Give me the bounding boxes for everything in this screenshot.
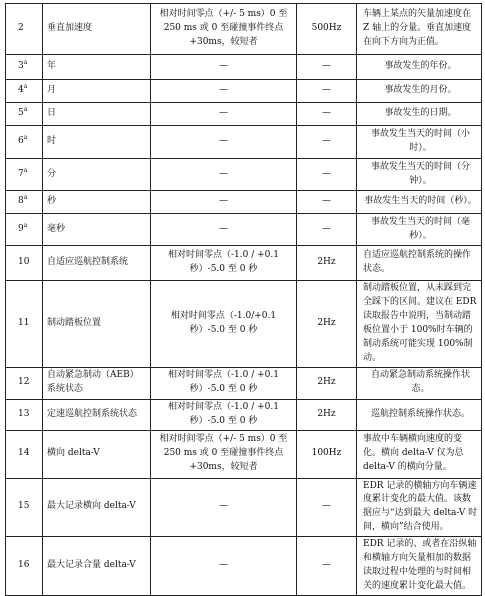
table-row xyxy=(6,399,482,430)
recording-range: 相对时间零点（-1.0 / +0.1 秒）-5.0 至 0 秒 xyxy=(151,246,297,281)
table-row xyxy=(6,537,482,596)
item-number-text: 16 xyxy=(18,560,30,571)
table-row xyxy=(6,478,482,537)
sampling-frequency: — xyxy=(297,159,357,191)
item-number xyxy=(6,281,43,368)
recording-range: — xyxy=(151,214,297,246)
item-number-text: 13 xyxy=(18,408,30,419)
sampling-frequency: 2Hz xyxy=(297,367,357,399)
sampling-frequency: — xyxy=(297,80,357,103)
table-row xyxy=(6,191,482,214)
sampling-frequency: — xyxy=(297,126,357,159)
sampling-frequency: — xyxy=(297,214,357,246)
table-row xyxy=(6,246,482,281)
element-name: 分 xyxy=(43,159,151,191)
recording-range: — xyxy=(151,80,297,103)
element-name: 时 xyxy=(43,126,151,159)
element-name: 毫秒 xyxy=(43,214,151,246)
item-number-text: 11 xyxy=(18,317,30,328)
element-name: 制动踏板位置 xyxy=(43,281,151,368)
recording-range: — xyxy=(151,191,297,214)
element-description: 制动踏板位置，从未踩到完全踩下的区间。建议在 EDR 读取报告中说明，当制动踏板位置小于 100%时车辆的制动系统可能实现 100%制动。 xyxy=(357,281,482,368)
table-row xyxy=(6,126,482,159)
item-number-text: 7 xyxy=(18,168,24,179)
element-description: 事故发生当天的时间（分钟）。 xyxy=(357,159,482,191)
footnote-marker: a xyxy=(23,106,28,114)
table-row xyxy=(6,55,482,80)
sampling-frequency: — xyxy=(297,55,357,80)
element-name: 年 xyxy=(43,55,151,80)
element-description: 自适应巡航控制系统的操作状态。 xyxy=(357,246,482,281)
sampling-frequency: 500Hz xyxy=(297,4,357,55)
item-number xyxy=(6,214,43,246)
element-name: 横向 delta-V xyxy=(43,430,151,478)
edr-data-element-table xyxy=(5,3,482,596)
element-description: EDR 记录的、或者在沿纵轴和横轴方向矢量相加的数据读取过程中处理的与时间相关的速度累计变化最大值。 xyxy=(357,537,482,596)
item-number xyxy=(6,80,43,103)
item-number-text: 2 xyxy=(18,23,24,34)
footnote-marker: a xyxy=(23,59,28,67)
item-number-text: 12 xyxy=(18,377,30,388)
element-description: 事故发生的月份。 xyxy=(357,80,482,103)
element-description: 自动紧急制动系统操作状态。 xyxy=(357,367,482,399)
element-name: 自适应巡航控制系统 xyxy=(43,246,151,281)
recording-range: 相对时间零点（-1.0/+0.1 秒）-5.0 至 0 秒 xyxy=(151,281,297,368)
footnote-marker: a xyxy=(23,83,28,91)
item-number xyxy=(6,103,43,126)
recording-range: 相对时间零点（-1.0 / +0.1 秒）-5.0 至 0 秒 xyxy=(151,367,297,399)
sampling-frequency: — xyxy=(297,478,357,537)
element-description: 事故发生当天的时间（毫秒）。 xyxy=(357,214,482,246)
item-number xyxy=(6,246,43,281)
item-number-text: 5 xyxy=(18,108,24,119)
sampling-frequency: — xyxy=(297,537,357,596)
element-name: 自动紧急制动（AEB）系统状态 xyxy=(43,367,151,399)
item-number-text: 14 xyxy=(18,448,30,459)
sampling-frequency: 2Hz xyxy=(297,399,357,430)
recording-range: — xyxy=(151,103,297,126)
item-number xyxy=(6,55,43,80)
sampling-frequency: 2Hz xyxy=(297,246,357,281)
recording-range: 相对时间零点（+/- 5 ms）0 至 250 ms 或 0 至碰撞事件终点 +30ms，较短者 xyxy=(151,4,297,55)
sampling-frequency: 2Hz xyxy=(297,281,357,368)
element-description: 车辆上某点的矢量加速度在 Z 轴上的分量。垂直加速度在向下方向为正值。 xyxy=(357,4,482,55)
item-number-text: 6 xyxy=(18,136,24,147)
sampling-frequency: — xyxy=(297,103,357,126)
item-number-text: 3 xyxy=(18,61,24,72)
element-name: 垂直加速度 xyxy=(43,4,151,55)
element-name: 秒 xyxy=(43,191,151,214)
element-description: 事故发生的年份。 xyxy=(357,55,482,80)
table-row xyxy=(6,281,482,368)
item-number xyxy=(6,4,43,55)
element-name: 最大记录横向 delta-V xyxy=(43,478,151,537)
recording-range: — xyxy=(151,55,297,80)
table-row xyxy=(6,214,482,246)
item-number-text: 15 xyxy=(18,501,30,512)
table-body xyxy=(6,4,482,596)
item-number xyxy=(6,367,43,399)
table-row xyxy=(6,4,482,55)
item-number xyxy=(6,537,43,596)
element-description: 事故发生当天的时间（小时）。 xyxy=(357,126,482,159)
element-description: 巡航控制系统操作状态。 xyxy=(357,399,482,430)
item-number xyxy=(6,478,43,537)
item-number-text: 10 xyxy=(18,257,30,268)
footnote-marker: a xyxy=(23,221,28,229)
table-row xyxy=(6,367,482,399)
element-name: 月 xyxy=(43,80,151,103)
sampling-frequency: — xyxy=(297,191,357,214)
item-number-text: 4 xyxy=(18,85,24,96)
recording-range: 相对时间零点（+/- 5 ms）0 至 250 ms 或 0 至碰撞事件终点 +30ms，较短者 xyxy=(151,430,297,478)
item-number-text: 8 xyxy=(18,196,24,207)
item-number xyxy=(6,430,43,478)
table-row xyxy=(6,430,482,478)
recording-range: — xyxy=(151,126,297,159)
element-name: 定速巡航控制系统状态 xyxy=(43,399,151,430)
recording-range: — xyxy=(151,159,297,191)
item-number-text: 9 xyxy=(18,223,24,234)
sampling-frequency: 100Hz xyxy=(297,430,357,478)
footnote-marker: a xyxy=(23,134,28,142)
element-description: EDR 记录的横轴方向车辆速度累计变化的最大值。该数据应与“达到最大 delta-V 时间，横向”结合使用。 xyxy=(357,478,482,537)
footnote-marker: a xyxy=(23,166,28,174)
table-row xyxy=(6,159,482,191)
item-number xyxy=(6,159,43,191)
item-number xyxy=(6,191,43,214)
element-description: 事故发生当天的时间（秒）。 xyxy=(357,191,482,214)
recording-range: — xyxy=(151,537,297,596)
item-number xyxy=(6,399,43,430)
table-row xyxy=(6,80,482,103)
table-row xyxy=(6,103,482,126)
element-description: 事故中车辆横向速度的变化。横向 delta-V 仅为总 delta-V 的横向分量。 xyxy=(357,430,482,478)
element-name: 日 xyxy=(43,103,151,126)
recording-range: 相对时间零点（-1.0 / +0.1 秒）-5.0 至 0 秒 xyxy=(151,399,297,430)
element-name: 最大记录合量 delta-V xyxy=(43,537,151,596)
element-description: 事故发生的日期。 xyxy=(357,103,482,126)
footnote-marker: a xyxy=(23,194,28,202)
recording-range: — xyxy=(151,478,297,537)
item-number xyxy=(6,126,43,159)
